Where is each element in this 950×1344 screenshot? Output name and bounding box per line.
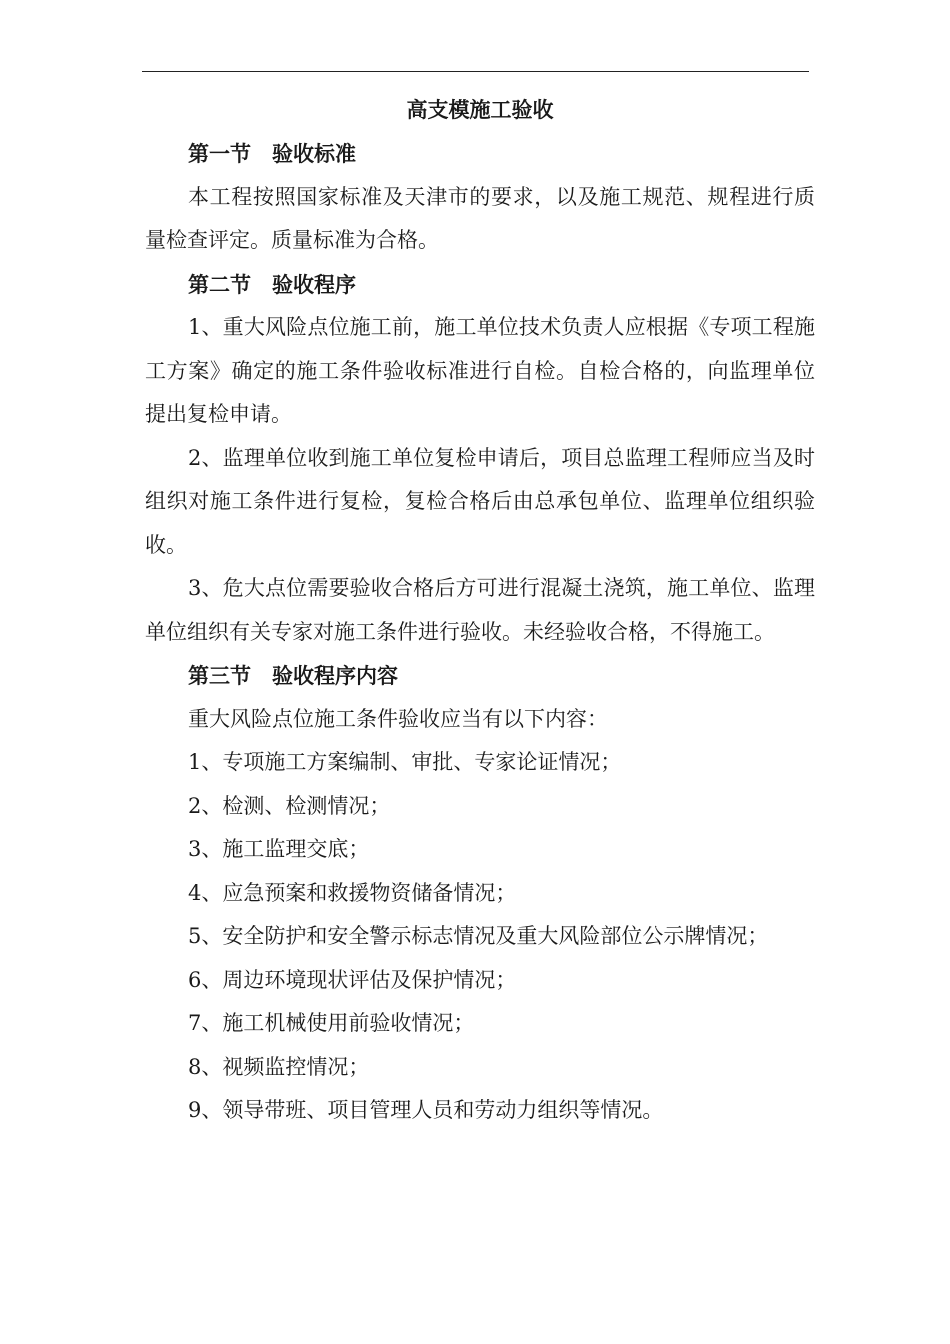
list-item: 3、施工监理交底； [188, 837, 370, 861]
document-title: 高支模施工验收 [406, 97, 554, 122]
paragraph: 1、重大风险点位施工前，施工单位技术负责人应根据《专项工程施工方案》确定的施工条件验收标准进行自检。自检合格的，向监理单位提出复检申请。 [145, 315, 815, 426]
section-heading-2: 第二节 验收程序 [188, 271, 356, 297]
section-intro: 重大风险点位施工条件验收应当有以下内容： [188, 706, 608, 731]
paragraph: 3、危大点位需要验收合格后方可进行混凝土浇筑，施工单位、监理单位组织有关专家对施工条件进行验收。未经验收合格，不得施工。 [145, 576, 815, 644]
list-item: 4、应急预案和救援物资储备情况； [188, 880, 517, 905]
document-body [145, 88, 815, 1133]
header-rule [142, 71, 809, 72]
list-item: 9、领导带班、项目管理人员和劳动力组织等情况。 [188, 1098, 664, 1122]
paragraph: 2、监理单位收到施工单位复检申请后，项目总监理工程师应当及时组织对施工条件进行复检，复检合格后由总承包单位、监理单位组织验收。 [145, 445, 815, 557]
list-item: 8、视频监控情况； [188, 1054, 370, 1079]
list-item: 2、检测、检测情况； [188, 793, 391, 818]
section-heading-1: 第一节 验收标准 [188, 141, 356, 166]
list-item: 5、安全防护和安全警示标志情况及重大风险部位公示牌情况； [188, 924, 769, 948]
list-item: 7、施工机械使用前验收情况； [188, 1011, 475, 1035]
list-item: 1、专项施工方案编制、审批、专家论证情况； [188, 750, 622, 774]
paragraph: 本工程按照国家标准及天津市的要求，以及施工规范、规程进行质量检查评定。质量标准为合格。 [145, 184, 815, 252]
section-heading-3: 第三节 验收程序内容 [188, 663, 398, 688]
list-item: 6、周边环境现状评估及保护情况； [188, 967, 517, 992]
